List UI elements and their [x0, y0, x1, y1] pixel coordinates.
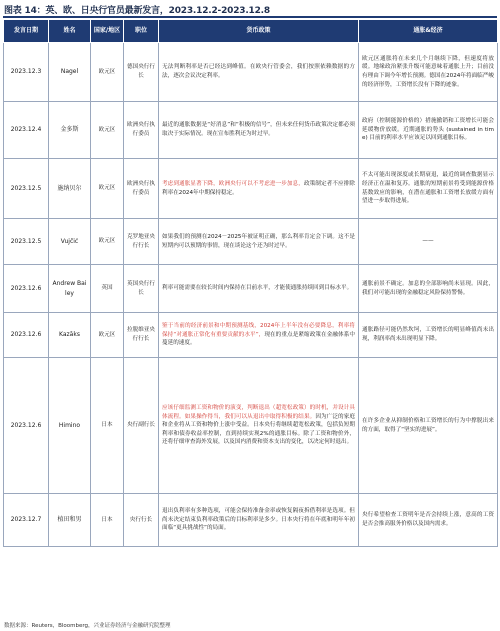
region-cell: 日本 — [91, 358, 124, 494]
date-cell: 2023.12.6 — [4, 265, 49, 313]
inflation-cell: 通胀路径可能仍然坎坷，工资增长的明显峰值尚未出现，利润率尚未出现明显下降。 — [359, 313, 498, 358]
name-cell: Andrew Bailey — [49, 265, 91, 313]
name-cell: Nagel — [49, 43, 91, 102]
name-cell: Vujčić — [49, 219, 91, 265]
column-header: 通胀&经济 — [359, 20, 498, 43]
inflation-cell: —— — [359, 219, 498, 265]
policy-text: 如果我们的预测在2024－2025年被证明正确，那么利率肯定会下调。这不是短期内可以预期的事情，现在谈论这个还为时过早。 — [162, 233, 355, 249]
column-header: 国家/地区 — [91, 20, 124, 43]
policy-cell — [159, 358, 359, 494]
table-row — [4, 43, 498, 102]
date-cell: 2023.12.5 — [4, 159, 49, 219]
policy-cell — [159, 265, 359, 313]
inflation-cell: 政府（控制能源价格的）措施撤销和工资增长可能会延缓物价放缓。近期通胀的势头 (sustained in time) 目前的利率水平应该足以回到通胀目标。 — [359, 102, 498, 159]
name-cell: 植田和男 — [49, 494, 91, 547]
position-cell: 英国央行行长 — [124, 265, 159, 313]
date-cell: 2023.12.7 — [4, 494, 49, 547]
table-row — [4, 159, 498, 219]
position-cell: 欧洲央行执行委员 — [124, 159, 159, 219]
region-cell: 欧元区 — [91, 102, 124, 159]
column-header: 发言日期 — [4, 20, 49, 43]
inflation-cell: 央行希望检查工资明年是否会持续上涨，意高的工资是否会推高服务价格以及国内需求。 — [359, 494, 498, 547]
name-cell: Kazāks — [49, 313, 91, 358]
policy-cell — [159, 102, 359, 159]
page-title: 图表 14：英、欧、日央行官员最新发言，2023.12.2-2023.12.8 — [4, 6, 270, 16]
date-cell: 2023.12.5 — [4, 219, 49, 265]
region-cell: 欧元区 — [91, 159, 124, 219]
policy-text: 因为广泛的家庭和企业将从工资和物价上涨中受益。日本央行将继续超宽松政策，包括负短期利率和债券收益率控制，直到持续实现2%的通胀目标。除了工资和物价外，还将仔细审查海外发展，以及国内消费和资本支出的变化，以决定何时退出。 — [162, 413, 355, 446]
inflation-cell: 在许多企业从抑制价格和工资增长的行为中撑脱出来的方面，取得了“坚实的进展”。 — [359, 358, 498, 494]
name-cell: Himino — [49, 358, 91, 494]
position-cell: 央行副行长 — [124, 358, 159, 494]
region-cell: 欧元区 — [91, 219, 124, 265]
table-row — [4, 494, 498, 547]
position-cell: 央行行长 — [124, 494, 159, 547]
inflation-cell: 欧元区通胀将在未来几个月继续下降，但速度将放缓。地缘政治紧张升级可能意味着通胀上升；目前没有理由下调今年增长预测。德国在2024年将面临严峻的经济形势，工资增长没有下降的迹象。 — [359, 43, 498, 102]
policy-cell — [159, 43, 359, 102]
table-row — [4, 313, 498, 358]
policy-text: 最近的通胀数据是“好消息”和“积极的信号”，但未来任何货币政策决定都必须取决于实际情况。现在宣布胜利还为时过早。 — [162, 122, 355, 137]
policy-cell — [159, 159, 359, 219]
region-cell: 欧元区 — [91, 43, 124, 102]
position-cell: 克罗地亚央行行长 — [124, 219, 159, 265]
region-cell: 欧元区 — [91, 313, 124, 358]
policy-text: 退出负利率有多种选项，可能会保持准备金率或恢复隔夜拆借利率是选项。但尚未决定结束负利率政策后的目标利率是多少。日本央行将在年底和明年年初面临“更具挑战性”的局面。 — [162, 508, 355, 532]
policy-highlight-text: 鉴于当前的经济前景和中期预测基线，2024年上半年没有必要降息，利率将保持“对通胀正常化有重要贡献的水平”， — [162, 323, 355, 338]
position-cell: 拉脱维亚央行行长 — [124, 313, 159, 358]
policy-cell — [159, 313, 359, 358]
table-row — [4, 219, 498, 265]
table-row — [4, 358, 498, 494]
region-cell: 日本 — [91, 494, 124, 547]
policy-text: 现在的重点是紧缩政策在金融体系中蔓延的速度。 — [162, 331, 355, 347]
name-cell: 施纳贝尔 — [49, 159, 91, 219]
table-header-row — [4, 20, 498, 43]
speech-table — [3, 19, 498, 547]
policy-cell — [159, 494, 359, 547]
policy-text: 无法判断利率是否已经达到峰值。在欧央行管委会，我们按照依赖数据的方法，逐次会议决定利率。 — [162, 64, 355, 79]
title-divider — [3, 16, 497, 18]
column-header: 货币政策 — [159, 20, 359, 43]
table-row — [4, 102, 498, 159]
column-header: 职位 — [124, 20, 159, 43]
policy-text: 利率可能需要在较长时间内保持在目前水平，才能使通胀持续回到目标水平。 — [162, 285, 353, 292]
date-cell: 2023.12.4 — [4, 102, 49, 159]
position-cell: 德国央行行长 — [124, 43, 159, 102]
source-footnote: 数据来源：Reuters，Bloomberg，兴业证券经济与金融研究院整理 — [4, 623, 171, 629]
date-cell: 2023.12.6 — [4, 313, 49, 358]
position-cell: 欧洲央行执行委员 — [124, 102, 159, 159]
policy-cell — [159, 219, 359, 265]
date-cell: 2023.12.3 — [4, 43, 49, 102]
policy-highlight-text: 应该仔细监测工资和物价的演变，判断退出（超宽松政策）的时机，并设计具体流程。如果操作得当，我们可以从退出中取得积极的结果。 — [162, 404, 355, 420]
region-cell: 英国 — [91, 265, 124, 313]
policy-text: 政策制定者不应排除利率在2024年中期保持稳定。 — [162, 180, 355, 196]
policy-highlight-text: 考虑到通胀显著下降，欧洲央行可以不考虑进一步加息， — [162, 180, 304, 187]
inflation-cell: 不太可能出现深度或长期衰退，最近的调查数据显示经济正在温和复苏。通胀的短期前景将受到能源价格基数效应的影响，在潜在通胀和工资增长放缓方面有望进一步取得进展。 — [359, 159, 498, 219]
date-cell: 2023.12.6 — [4, 358, 49, 494]
inflation-cell: 通胀前景不确定。加息的全部影响尚未显现。因此，我们对可能出现的金融稳定风险保持警惕。 — [359, 265, 498, 313]
table-row — [4, 265, 498, 313]
name-cell: 金多斯 — [49, 102, 91, 159]
column-header: 姓名 — [49, 20, 91, 43]
